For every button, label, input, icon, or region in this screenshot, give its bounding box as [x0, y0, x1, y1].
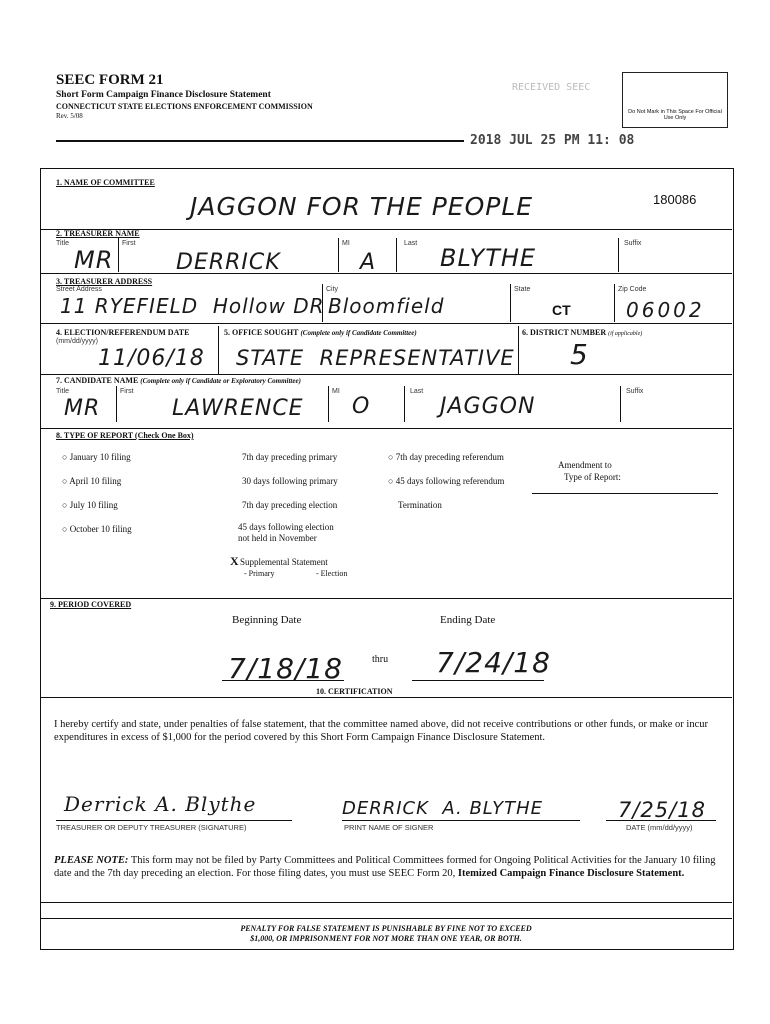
election-date-label: 4. ELECTION/REFERENDUM DATE	[56, 328, 190, 337]
option-oct10-label: October 10 filing	[69, 524, 132, 534]
option-7th-referendum-label: 7th day preceding referendum	[395, 452, 504, 462]
div-t2	[338, 238, 339, 272]
begin-date-label: Beginning Date	[232, 614, 302, 626]
begin-date-line	[222, 680, 344, 681]
report-type-label: 8. TYPE OF REPORT (Check One Box)	[56, 431, 194, 440]
form-revision: Rev. 5/08	[56, 112, 83, 120]
div-c2	[328, 386, 329, 422]
printed-name-line	[342, 820, 580, 821]
signature-date-value[interactable]: 7/25/18	[618, 798, 706, 822]
office-label-text: 5. OFFICE SOUGHT	[224, 328, 299, 337]
candidate-first-label: First	[120, 388, 134, 395]
rule-3	[40, 323, 732, 324]
option-7th-election[interactable]	[242, 500, 337, 510]
rule-4	[40, 374, 732, 375]
rule-7	[40, 697, 732, 698]
div-c3	[404, 386, 405, 422]
state-value[interactable]: CT	[552, 302, 571, 318]
amendment-line	[532, 493, 718, 494]
street-label: Street Address	[56, 286, 102, 293]
option-30-primary[interactable]	[242, 476, 338, 486]
begin-date-value[interactable]: 7/18/18	[228, 652, 343, 685]
office-value[interactable]: STATE REPRESENTATIVE	[236, 346, 515, 370]
supplemental-election[interactable]: - Election	[316, 569, 348, 578]
committee-label: 1. NAME OF COMMITTEE	[56, 178, 155, 187]
div-e1	[218, 326, 219, 374]
rule-1	[40, 229, 732, 230]
treasurer-last-label: Last	[404, 240, 418, 247]
option-7th-primary-label: 7th day preceding primary	[242, 452, 338, 462]
option-oct10[interactable]: ○ October 10 filing	[62, 524, 132, 534]
candidate-label-note: (Complete only if Candidate or Exploratory Committee)	[140, 377, 301, 385]
div-t1	[118, 238, 119, 272]
district-label-note: (if applicable)	[608, 331, 643, 337]
certification-label: 10. CERTIFICATION	[316, 687, 393, 696]
option-jul10[interactable]: ○ July 10 filing	[62, 500, 118, 510]
office-label	[224, 328, 417, 337]
address-label: 3. TREASURER ADDRESS	[56, 277, 153, 286]
amendment-type-label: Type of Report:	[564, 472, 621, 482]
city-label: City	[326, 286, 339, 293]
signature-date-label: DATE (mm/dd/yyyy)	[626, 823, 693, 832]
div-t4	[618, 238, 619, 272]
option-7th-primary[interactable]	[242, 452, 337, 462]
header-rule	[56, 140, 464, 142]
div-a1	[322, 284, 323, 322]
rule-6	[40, 598, 732, 599]
printed-name-value[interactable]: DERRICK A. BLYTHE	[342, 798, 544, 819]
district-label-text: 6. DISTRICT NUMBER	[522, 328, 607, 337]
signature-label: TREASURER OR DEPUTY TREASURER (SIGNATURE)	[56, 823, 247, 832]
form-subtitle: Short Form Campaign Finance Disclosure Statement	[56, 90, 271, 100]
end-date-label: Ending Date	[440, 614, 496, 626]
street-value[interactable]: 11 RYEFIELD Hollow DR	[60, 294, 325, 318]
candidate-label-text: 7. CANDIDATE NAME	[56, 376, 139, 385]
zip-value[interactable]: 06002	[626, 298, 705, 322]
treasurer-title[interactable]: MR	[74, 246, 114, 274]
treasurer-mi-label: MI	[342, 240, 350, 247]
form-title: SEEC FORM 21	[56, 72, 164, 88]
option-45-election-label: 45 days following election	[238, 522, 334, 532]
option-termination-label: Termination	[398, 500, 442, 510]
rule-2	[40, 273, 732, 274]
option-jan10[interactable]: ○ January 10 filing	[62, 452, 131, 462]
div-a3	[614, 284, 615, 322]
div-t3	[396, 238, 397, 272]
received-stamp: RECEIVED SEEC	[512, 82, 591, 93]
supplemental-checkbox[interactable]	[230, 554, 239, 569]
zip-label: Zip Code	[618, 286, 647, 293]
please-note	[54, 854, 726, 880]
amendment-label: Amendment to	[558, 460, 612, 470]
penalty-line-1: PENALTY FOR FALSE STATEMENT IS PUNISHABLE BY FINE NOT TO EXCEED	[240, 924, 532, 933]
period-label: 9. PERIOD COVERED	[50, 600, 132, 609]
candidate-first[interactable]: LAWRENCE	[172, 396, 304, 421]
rule-5	[40, 428, 732, 429]
end-date-value[interactable]: 7/24/18	[436, 646, 551, 679]
treasurer-mi[interactable]: A	[360, 250, 377, 275]
thru-label: thru	[372, 654, 389, 665]
option-45-referendum[interactable]: ○ 45 days following referendum	[388, 476, 505, 486]
supplemental-label: Supplemental Statement	[240, 557, 328, 567]
penalty-line-2: $1,000, OR IMPRISONMENT FOR NOT MORE THAN ONE YEAR, OR BOTH.	[250, 934, 522, 943]
rule-8	[40, 902, 732, 903]
penalty-notice	[40, 924, 732, 944]
option-apr10-label: April 10 filing	[69, 476, 122, 486]
div-e2	[518, 326, 519, 374]
supplemental-check-mark: X	[230, 554, 239, 568]
option-7th-election-label: 7th day preceding election	[242, 500, 338, 510]
treasurer-label: 2. TREASURER NAME	[56, 229, 140, 238]
candidate-title-label: Title	[56, 388, 69, 395]
option-45-election[interactable]	[238, 522, 334, 544]
candidate-label	[56, 376, 301, 385]
candidate-last[interactable]: JAGGON	[440, 394, 536, 419]
candidate-title[interactable]: MR	[64, 396, 101, 421]
printed-name-label: PRINT NAME OF SIGNER	[344, 823, 434, 832]
option-jan10-label: January 10 filing	[69, 452, 131, 462]
option-45-referendum-label: 45 days following referendum	[395, 476, 505, 486]
candidate-mi[interactable]: O	[352, 394, 371, 419]
treasurer-first-label: First	[122, 240, 136, 247]
div-c1	[116, 386, 117, 422]
candidate-suffix-label: Suffix	[626, 388, 644, 395]
please-note-bold: Itemized Campaign Finance Disclosure Statement.	[457, 868, 685, 879]
div-a2	[510, 284, 511, 322]
end-date-line	[412, 680, 544, 681]
treasurer-title-label: Title	[56, 240, 69, 247]
district-label	[522, 328, 642, 337]
treasurer-last[interactable]: BLYTHE	[440, 244, 537, 272]
certification-text: I hereby certify and state, under penalties of false statement, that the committee named above, did not receive contributions or other funds, or make or incur expenditures in excess of $1,000 for the period covered by this Short Form Campaign Finance Disclosure Statement.	[54, 719, 708, 743]
election-date-value[interactable]: 11/06/18	[98, 346, 205, 371]
official-use-note: Do Not Mark in This Space For Official Use Only	[628, 109, 722, 121]
option-apr10[interactable]: ○ April 10 filing	[62, 476, 122, 486]
agency-name: CONNECTICUT STATE ELECTIONS ENFORCEMENT COMMISSION	[56, 102, 313, 111]
option-jul10-label: July 10 filing	[69, 500, 118, 510]
candidate-last-label: Last	[410, 388, 424, 395]
committee-name[interactable]: JAGGON FOR THE PEOPLE	[190, 192, 534, 221]
option-7th-referendum[interactable]: ○ 7th day preceding referendum	[388, 452, 504, 462]
treasurer-suffix-label: Suffix	[624, 240, 642, 247]
election-date-format: (mm/dd/yyyy)	[56, 338, 98, 345]
signature-line	[56, 820, 292, 821]
official-use-box	[622, 72, 728, 128]
city-value[interactable]: Bloomfield	[328, 294, 445, 318]
state-label: State	[514, 286, 531, 293]
option-30-primary-label: 30 days following primary	[242, 476, 338, 486]
date-stamp: 2018 JUL 25 PM 11: 08	[470, 133, 635, 148]
office-label-note: (Complete only if Candidate Committee)	[300, 329, 417, 337]
div-c4	[620, 386, 621, 422]
signature-date-line	[606, 820, 716, 821]
district-value[interactable]: 5	[570, 338, 589, 371]
please-note-text: This form may not be filed by Party Committees and Political Committees formed for Ongoing Political Activities for the January 10 filing date and the 7th day preceding an election. For those filing dates, you must use SEEC Form 20,	[54, 855, 716, 879]
supplemental-primary[interactable]: - Primary	[244, 569, 275, 578]
option-45-election-label2: not held in November	[238, 533, 317, 543]
candidate-mi-label: MI	[332, 388, 340, 395]
treasurer-signature[interactable]: Derrick A. Blythe	[64, 792, 257, 816]
option-termination[interactable]	[398, 500, 442, 510]
treasurer-first[interactable]: DERRICK	[176, 250, 281, 275]
please-note-lead: PLEASE NOTE:	[54, 855, 129, 866]
committee-id: 180086	[653, 192, 697, 207]
rule-9	[40, 918, 732, 919]
